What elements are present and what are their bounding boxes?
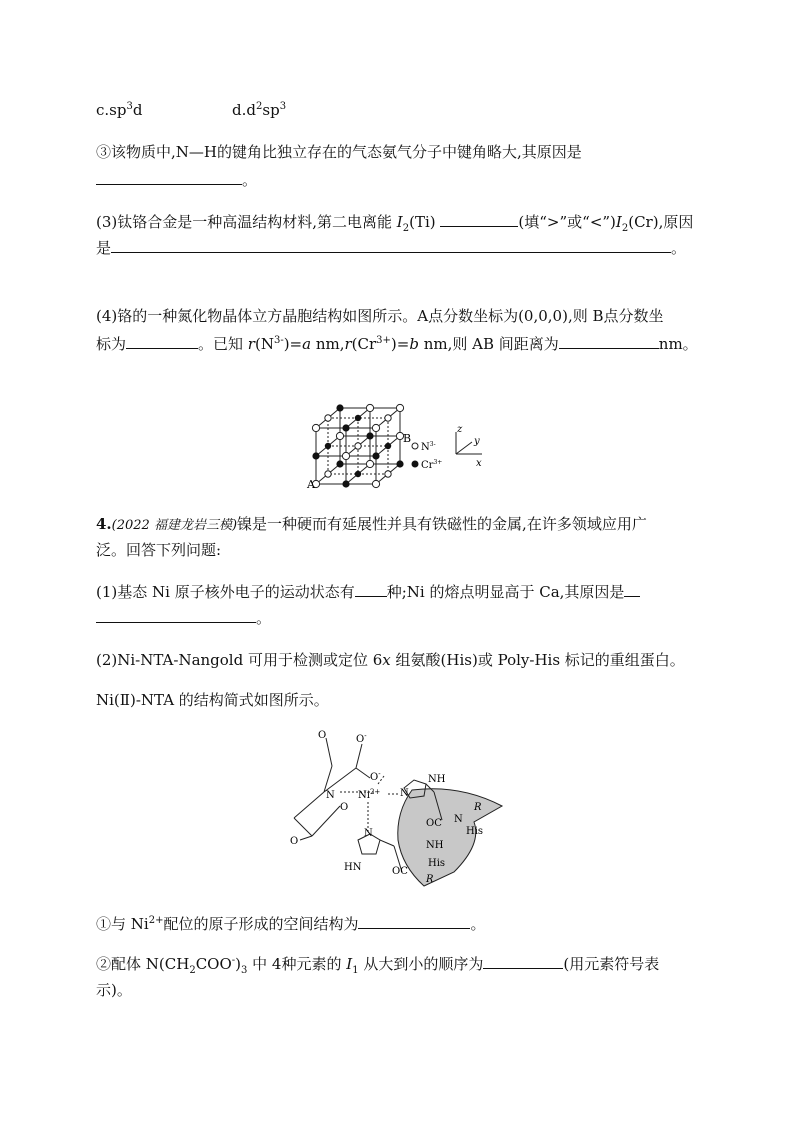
q3-item3-text: ③该物质中,N—H的键角比独立存在的气态氨气分子中键角略大,其原因是	[96, 143, 582, 161]
q4-part1-cont: 。	[96, 608, 271, 628]
options-cd	[96, 100, 286, 120]
q4-stem-line2: 泛。回答下列问题:	[96, 541, 222, 559]
q4-item2: ②配体 $N(CH_2COO^-)_3$ 中 4种元素的 $I_1$ 从大到小的顺序为 (用元素符号表	[96, 955, 660, 976]
legend-n: $N^{3-}$	[421, 441, 436, 453]
q4-part2-caption: Ni(Ⅱ)-NTA 的结构简式如图所示。	[96, 691, 329, 709]
imidazole-N-2: N	[364, 828, 373, 839]
legend-cr: $Cr^{3+}$	[421, 459, 443, 471]
backbone-His-2: His	[428, 858, 446, 869]
atom-O-3: O	[340, 802, 349, 813]
label-A: A	[307, 478, 315, 490]
q4-source: (2022 福建龙岩三模)	[111, 518, 238, 533]
label-B: B	[403, 432, 412, 445]
option-c: $c.sp^3d$	[96, 101, 143, 119]
nitride-atoms	[312, 404, 403, 487]
answer-blank[interactable]	[559, 334, 659, 349]
backbone-OC: OC	[426, 818, 442, 829]
q4-stem: 4.(2022 福建龙岩三模)镍是一种硬而有延展性并具有铁磁性的金属,在许多领域应用广	[96, 515, 647, 533]
backbone-R: R	[474, 802, 482, 813]
q3-part3-reason: 是 。	[96, 239, 687, 257]
legend-cr-marker	[412, 461, 419, 468]
axis-x: x	[476, 458, 482, 469]
protein-backbone-shade	[398, 789, 502, 886]
q4-part1: (1)基态 Ni 原子核外电子的运动状态有 种;Ni 的熔点明显高于 Ca,其原因是	[96, 582, 640, 602]
imidazole-N: N	[400, 788, 409, 799]
q3-part3: (3)钛铬合金是一种高温结构材料,第二电离能 $I_2(Ti)$ (填“>”或“$<”)I_2(Cr)$,原因	[96, 213, 694, 234]
backbone-N: N	[454, 814, 463, 825]
answer-blank[interactable]	[96, 170, 242, 185]
q3-item3-answer-line: 。	[96, 170, 257, 190]
answer-blank[interactable]	[126, 334, 198, 349]
atom-Ni: $Ni^{2+}$	[358, 788, 381, 801]
atom-O-minus-2: O-	[370, 770, 381, 783]
imidazole-HN: HN	[344, 862, 362, 873]
q3-part4-line2: 标为 。已知 $r(N^{3-})=a$ $nm,r(Cr^{3+})=b$ nm,则 AB 间距离为 nm。	[96, 335, 698, 353]
answer-blank[interactable]	[355, 582, 387, 597]
backbone-His: His	[466, 826, 484, 837]
q3-part4-line1: (4)铬的一种氮化物晶体立方晶胞结构如图所示。A点分数坐标为(0,0,0),则 B点分数坐	[96, 307, 664, 325]
q4-part2: (2)Ni-NTA-Nangold 可用于检测或定位 6x 组氨酸(His)或 Poly-His 标记的重组蛋白。	[96, 651, 685, 669]
atom-O-2: O	[290, 836, 299, 847]
crystal-cell-figure	[306, 402, 496, 490]
answer-blank[interactable]	[111, 238, 671, 253]
atom-O-minus: O-	[356, 732, 367, 745]
answer-blank[interactable]	[358, 914, 470, 929]
axis-y: y	[474, 436, 480, 447]
q4-number: 4.	[96, 515, 112, 533]
axis-z: z	[457, 424, 463, 435]
backbone-OC-2: OC	[392, 866, 408, 877]
answer-blank[interactable]	[624, 582, 640, 597]
legend-n-marker	[412, 443, 418, 449]
answer-blank[interactable]	[483, 954, 563, 969]
option-d: $d.d^2sp^3$	[232, 101, 287, 119]
answer-blank[interactable]	[440, 212, 518, 227]
answer-blank[interactable]	[96, 608, 256, 623]
backbone-NH: NH	[426, 840, 444, 851]
q4-item2-cont: 示)。	[96, 981, 132, 999]
q4-item1: ①与 $Ni^{2+}$配位的原子形成的空间结构为 。	[96, 915, 486, 933]
backbone-R-2: R	[426, 874, 434, 885]
imidazole-NH: NH	[428, 774, 446, 785]
atom-O: O	[318, 730, 327, 741]
ni-nta-structure-figure	[284, 722, 510, 892]
atom-N: N	[326, 790, 335, 801]
